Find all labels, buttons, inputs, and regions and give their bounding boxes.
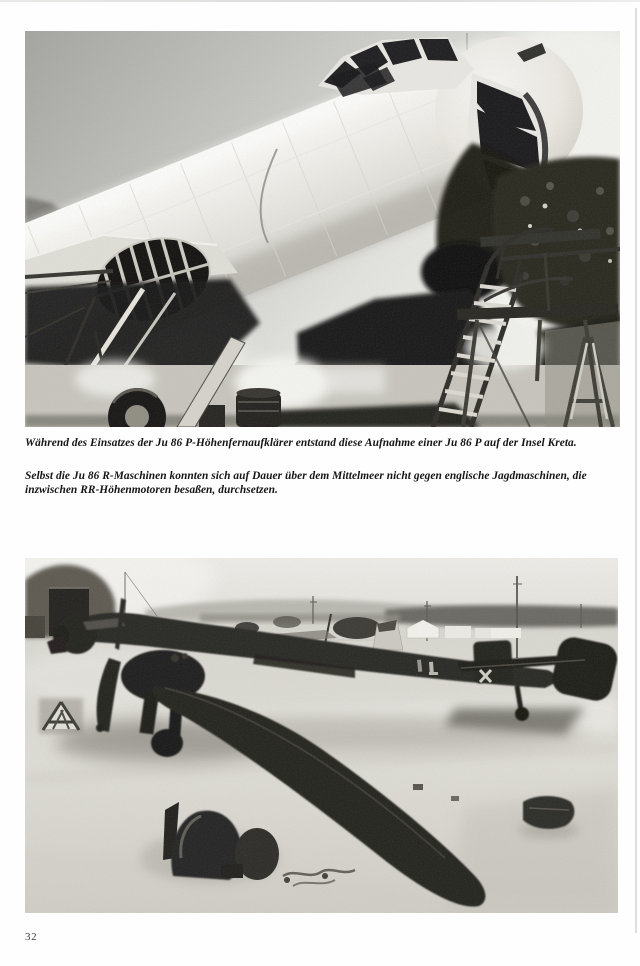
photo-ju86r-airfield [25,558,618,913]
photo-ju86p-nose [25,31,620,427]
photo2-caption: Selbst die Ju 86 R-Maschinen konnten sich auf Dauer über dem Mittelmeer nicht gegen englische Jagdmaschinen, die inzwischen RR-Höhenmotoren besaßen, durchsetzen. [25,470,587,496]
scan-edge-right [635,8,637,933]
scan-edge-top [0,0,640,2]
photo1-caption: Während des Einsatzes der Ju 86 P-Höhenfernaufklärer entstand diese Aufnahme einer Ju 86 P auf der Insel Kreta. [25,437,577,449]
page-number: 32 [25,931,38,943]
